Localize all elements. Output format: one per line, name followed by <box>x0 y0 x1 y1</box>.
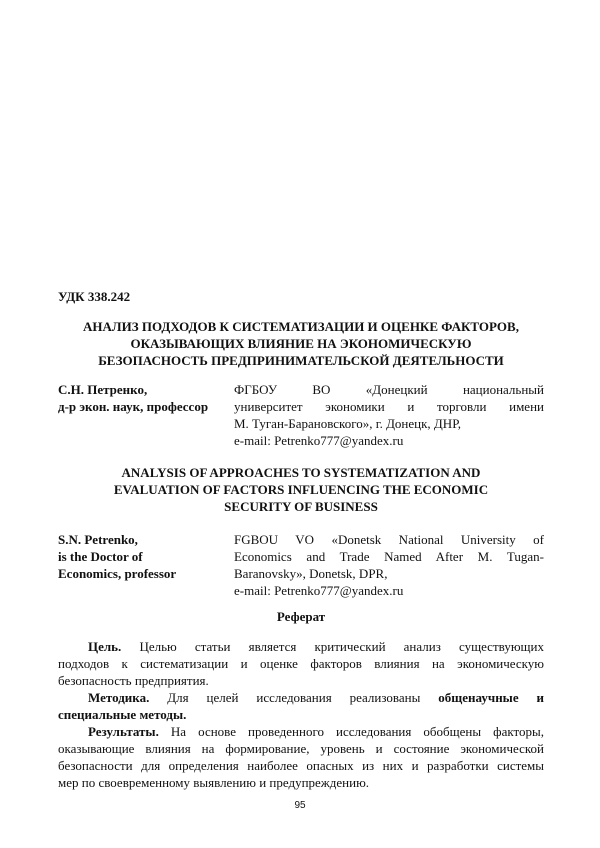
affiliation-ru-line-1: ФГБОУ ВО «Донецкий национальный <box>234 382 544 397</box>
title-ru-line-1: АНАЛИЗ ПОДХОДОВ К СИСТЕМАТИЗАЦИИ И ОЦЕНКЕ ФАКТОРОВ, <box>83 319 519 334</box>
author-name-ru <box>58 381 226 415</box>
results-text-1: На основе проведенного исследования обобщены факторы, <box>170 724 545 739</box>
abstract-goal-paragraph <box>58 638 544 689</box>
affiliation-ru-line-3: М. Туган-Барановского», г. Донецк, ДНР, <box>234 416 462 431</box>
method-bold-2: специальные методы. <box>58 707 187 722</box>
abstract-method-paragraph <box>58 689 544 723</box>
results-line-2: оказывающие влияния на формирование, уровень и состояние экономической <box>58 741 544 756</box>
method-text: Для целей исследования реализованы <box>167 690 421 705</box>
method-bold-1: общенаучные и <box>438 690 545 705</box>
goal-label: Цель. <box>88 639 122 654</box>
udk-code: УДК 338.242 <box>58 289 131 304</box>
title-english <box>58 464 544 515</box>
affiliation-en-line-1: FGBOU VO «Donetsk National University of <box>234 532 544 547</box>
results-label: Результаты. <box>88 724 159 739</box>
results-line-3: безопасности для определения наиболее опасных из них и разработки системы <box>58 758 544 773</box>
author-name-en-text: S.N. Petrenko, <box>58 532 138 547</box>
title-en-line-2: EVALUATION OF FACTORS INFLUENCING THE ECONOMIC <box>113 482 489 497</box>
goal-line-3: безопасность предприятия. <box>58 673 209 688</box>
abstract-results-paragraph <box>58 723 544 791</box>
affiliation-en-line-3: Baranovsky», Donetsk, DPR, <box>234 566 388 581</box>
affiliation-en-line-2: Economics and Trade Named After M. Tugan- <box>234 549 544 564</box>
title-en-line-3: SECURITY OF BUSINESS <box>224 499 378 514</box>
email-ru: e-mail: Petrenko777@yandex.ru <box>234 433 404 448</box>
title-en-line-1: ANALYSIS OF APPROACHES TO SYSTEMATIZATION AND <box>121 465 481 480</box>
title-russian <box>58 318 544 369</box>
author-name-ru-text: С.Н. Петренко, <box>58 382 148 397</box>
title-ru-line-2: ОКАЗЫВАЮЩИХ ВЛИЯНИЕ НА ЭКОНОМИЧЕСКУЮ <box>130 336 472 351</box>
method-label: Методика. <box>88 690 150 705</box>
page-number: 95 <box>294 800 306 811</box>
method-line-1 <box>58 689 544 706</box>
author-degree-en-1: is the Doctor of <box>58 549 143 564</box>
author-degree-ru: д-р экон. наук, профессор <box>58 399 209 414</box>
affiliation-ru <box>234 381 544 449</box>
goal-line-1 <box>58 638 544 655</box>
author-name-en <box>58 531 226 582</box>
affiliation-ru-line-2: университет экономики и торговли имени <box>234 399 544 414</box>
goal-line-2: подходов к систематизации и оценке факторов влияния на экономическую <box>58 656 544 671</box>
abstract-heading: Реферат <box>276 609 326 624</box>
results-line-4: мер по своевременному выявлению и предупреждению. <box>58 775 370 790</box>
method-line-2 <box>58 706 544 723</box>
email-en: e-mail: Petrenko777@yandex.ru <box>234 583 404 598</box>
author-degree-en-2: Economics, professor <box>58 566 177 581</box>
goal-text-1: Целью статьи является критический анализ существующих <box>139 639 544 654</box>
results-line-1 <box>58 723 544 740</box>
affiliation-en <box>234 531 544 599</box>
title-ru-line-3: БЕЗОПАСНОСТЬ ПРЕДПРИНИМАТЕЛЬСКОЙ ДЕЯТЕЛЬНОСТИ <box>98 353 504 368</box>
